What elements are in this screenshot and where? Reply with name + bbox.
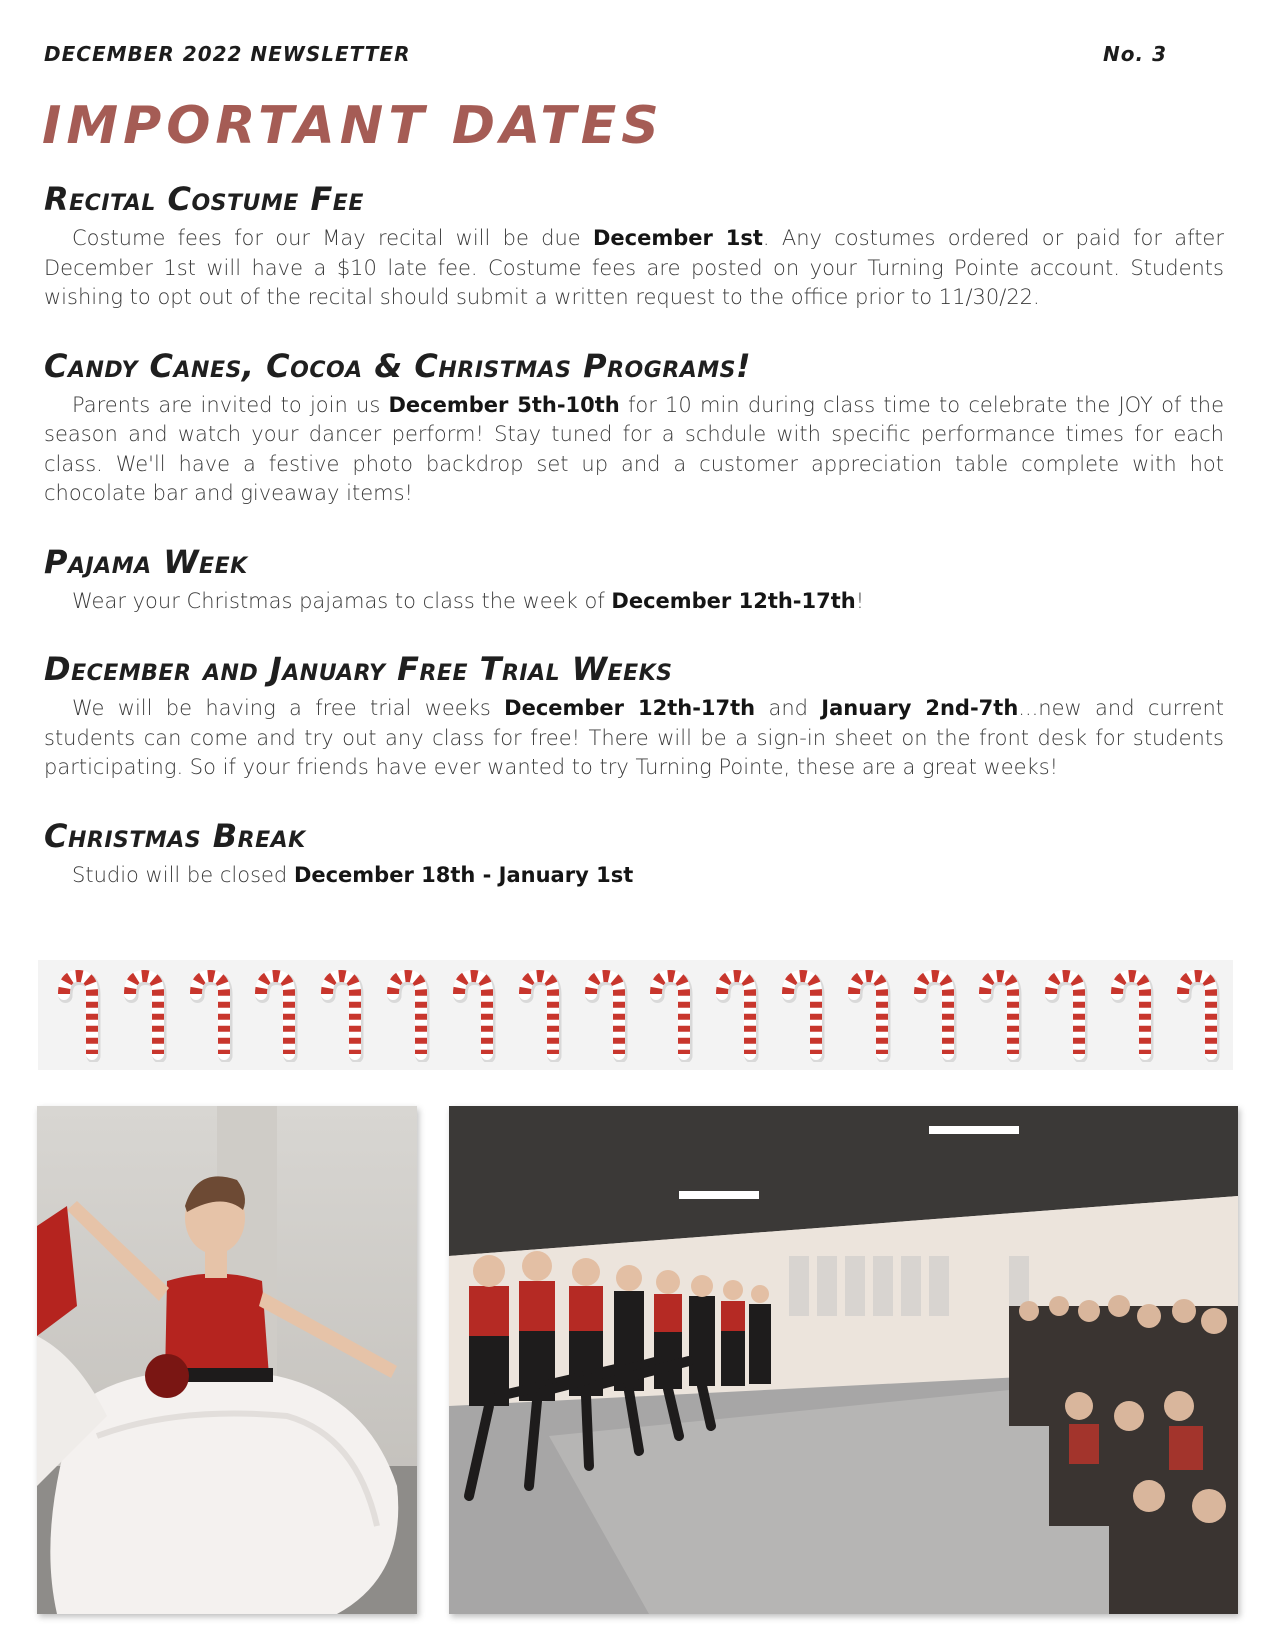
page-title: IMPORTANT DATES xyxy=(42,96,664,156)
section-pajama-week xyxy=(44,541,1224,617)
candy-cane-icon xyxy=(971,968,1023,1062)
candy-cane-icon xyxy=(642,968,694,1062)
dancer-photo-illustration xyxy=(37,1106,417,1614)
section-body: We will be having a free trial weeks December 12th-17th and January 2nd-7th...new and current students can come and try out any class for free! There will be a sign-in sheet on the front desk for students participating. So if your friends have ever wanted to try Turning Pointe, these are a great weeks! xyxy=(44,696,1224,779)
section-body: Costume fees for our May recital will be due December 1st. Any costumes ordered or paid for after December 1st will have a $10 late fee. Costume fees are posted on your Turning Pointe account. Students wishing to opt out of the recital should submit a written request to the office prior to 11/30/22. xyxy=(44,226,1224,309)
candy-cane-icon xyxy=(511,968,563,1062)
candy-cane-icon xyxy=(182,968,234,1062)
candy-cane-icon xyxy=(708,968,760,1062)
section-heading: Christmas Break xyxy=(44,816,306,855)
candy-cane-icon xyxy=(50,968,102,1062)
issue-number: No. 3 xyxy=(1103,42,1167,66)
section-heading: Candy Canes, Cocoa & Christmas Programs! xyxy=(44,346,752,385)
candy-cane-icon xyxy=(313,968,365,1062)
candy-cane-icon xyxy=(445,968,497,1062)
section-body: Wear your Christmas pajamas to class the week of December 12th-17th! xyxy=(72,588,865,613)
candy-cane-border xyxy=(38,960,1233,1070)
candy-cane-icon xyxy=(774,968,826,1062)
candy-cane-icon xyxy=(247,968,299,1062)
section-free-trial-weeks xyxy=(44,648,1224,783)
class-performance-illustration xyxy=(449,1106,1238,1614)
section-heading: December and January Free Trial Weeks xyxy=(44,650,673,688)
newsletter-date-header: DECEMBER 2022 NEWSLETTER xyxy=(44,42,411,66)
candy-cane-icon xyxy=(1037,968,1089,1062)
important-dates-sections xyxy=(44,178,1224,890)
section-christmas-break xyxy=(44,815,1224,891)
candy-cane-icon xyxy=(379,968,431,1062)
dancer-photo xyxy=(37,1106,417,1614)
section-body: Parents are invited to join us December 5th-10th for 10 min during class time to celebrate the JOY of the season and watch your dancer perform! Stay tuned for a schdule with specific performance times for each class. We'll have a festive photo backdrop set up and a customer appreciation table complete with hot chocolate bar and giveaway items! xyxy=(44,392,1224,505)
section-heading: Pajama Week xyxy=(44,542,248,581)
candy-cane-icon xyxy=(116,968,168,1062)
section-christmas-programs xyxy=(44,345,1224,509)
section-recital-costume-fee xyxy=(44,178,1224,313)
candy-cane-icon xyxy=(1103,968,1155,1062)
section-heading: Recital Costume Fee xyxy=(44,180,364,218)
candy-cane-icon xyxy=(906,968,958,1062)
section-body: Studio will be closed December 18th - January 1st xyxy=(72,862,634,887)
candy-cane-icon xyxy=(1169,968,1221,1062)
candy-cane-icon xyxy=(840,968,892,1062)
class-performance-photo xyxy=(449,1106,1238,1614)
candy-cane-icon xyxy=(577,968,629,1062)
